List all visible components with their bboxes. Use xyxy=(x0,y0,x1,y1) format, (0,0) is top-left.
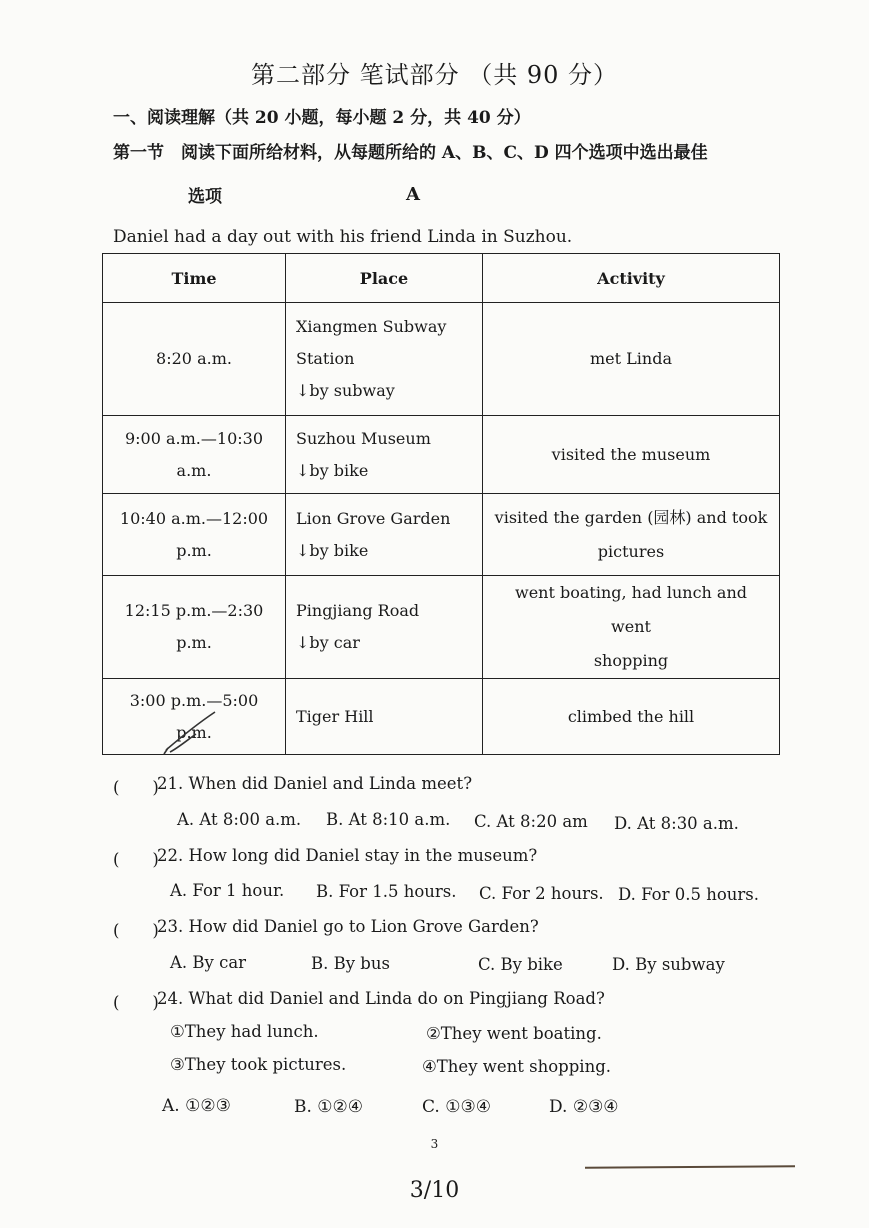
option-b: B. At 8:10 a.m. xyxy=(326,810,451,829)
option-d: D. ②③④ xyxy=(549,1097,619,1117)
cell-time: 12:15 p.m.—2:30 p.m. xyxy=(103,576,286,679)
statement-1: ①They had lunch. xyxy=(170,1022,319,1041)
option-a: A. For 1 hour. xyxy=(170,881,285,900)
cell-place: Tiger Hill xyxy=(286,679,483,755)
option-c: C. By bike xyxy=(478,955,563,974)
statement-2: ②They went boating. xyxy=(426,1024,602,1043)
cell-time: 10:40 a.m.—12:00 p.m. xyxy=(103,494,286,576)
table-row xyxy=(103,303,780,416)
cell-time: 9:00 a.m.—10:30 a.m. xyxy=(103,416,286,494)
option-c: C. At 8:20 am xyxy=(474,812,588,831)
answer-blank[interactable]: ( ) xyxy=(113,921,159,940)
cell-activity: visited the garden (园林) and took pictures xyxy=(483,494,780,576)
page-number: 3 xyxy=(430,1137,439,1151)
cell-time: 3:00 p.m.—5:00 p.m. xyxy=(103,679,286,755)
statement-4: ④They went shopping. xyxy=(422,1057,612,1076)
option-d: D. At 8:30 a.m. xyxy=(614,814,739,833)
section-heading: 一、阅读理解（共 20 小题，每小题 2 分，共 40 分） xyxy=(113,108,531,128)
header-activity: Activity xyxy=(483,254,780,303)
option-c: C. For 2 hours. xyxy=(479,884,604,903)
cell-activity: climbed the hill xyxy=(483,679,780,755)
cell-place: Xiangmen Subway Station ↓by subway xyxy=(286,303,483,416)
question-stem: 22. How long did Daniel stay in the museum? xyxy=(157,846,538,865)
page-title: 第二部分 笔试部分 （共 90 分） xyxy=(250,61,619,89)
instruction-line-1: 第一节 阅读下面所给材料，从每题所给的 A、B、C、D 四个选项中选出最佳 xyxy=(113,143,708,163)
table-row xyxy=(103,576,780,679)
option-b: B. ①②④ xyxy=(294,1097,364,1117)
option-b: B. For 1.5 hours. xyxy=(316,882,457,901)
cell-place: Suzhou Museum ↓by bike xyxy=(286,416,483,494)
instruction-line-2: 选项 xyxy=(188,187,222,207)
question-stem: 24. What did Daniel and Linda do on Pingjiang Road? xyxy=(157,989,605,1008)
answer-blank[interactable]: ( ) xyxy=(113,778,159,797)
table-header-row xyxy=(103,254,780,303)
option-d: D. For 0.5 hours. xyxy=(618,885,760,904)
cell-activity: visited the museum xyxy=(483,416,780,494)
passage-letter: A xyxy=(406,184,420,205)
schedule-table xyxy=(102,253,780,755)
answer-blank[interactable]: ( ) xyxy=(113,850,159,869)
option-c: C. ①③④ xyxy=(422,1097,491,1117)
page-footer: 3/10 xyxy=(409,1178,460,1203)
header-time: Time xyxy=(103,254,286,303)
option-a: A. At 8:00 a.m. xyxy=(177,810,302,829)
passage-intro: Daniel had a day out with his friend Linda in Suzhou. xyxy=(113,227,573,247)
answer-blank[interactable]: ( ) xyxy=(113,993,159,1012)
option-b: B. By bus xyxy=(311,954,390,973)
pen-mark-icon xyxy=(160,708,230,758)
table-row xyxy=(103,494,780,576)
cell-activity: went boating, had lunch and went shopping xyxy=(483,576,780,679)
question-stem: 23. How did Daniel go to Lion Grove Garden? xyxy=(157,917,539,936)
option-a: A. By car xyxy=(170,953,247,972)
cell-activity: met Linda xyxy=(483,303,780,416)
question-stem: 21. When did Daniel and Linda meet? xyxy=(157,774,473,793)
cell-place: Lion Grove Garden ↓by bike xyxy=(286,494,483,576)
cell-place: Pingjiang Road ↓by car xyxy=(286,576,483,679)
option-a: A. ①②③ xyxy=(162,1096,231,1116)
option-d: D. By subway xyxy=(612,955,725,974)
header-place: Place xyxy=(286,254,483,303)
statement-3: ③They took pictures. xyxy=(170,1055,347,1074)
table-row xyxy=(103,416,780,494)
divider xyxy=(585,1165,795,1168)
cell-time: 8:20 a.m. xyxy=(103,303,286,416)
